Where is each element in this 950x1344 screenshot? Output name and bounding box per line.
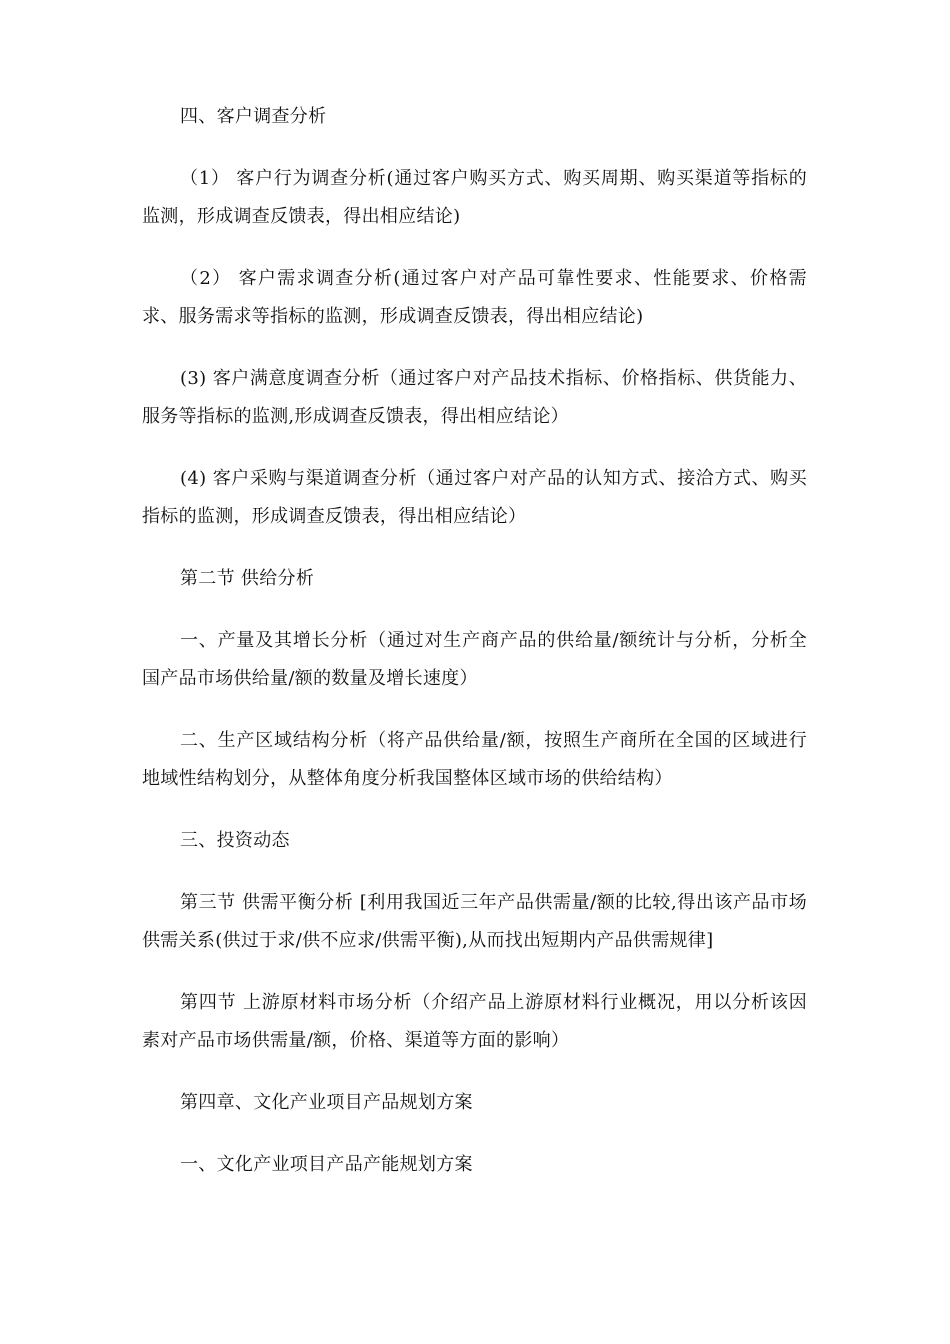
paragraph-customer-procurement: (4) 客户采购与渠道调查分析（通过客户对产品的认知方式、接洽方式、购买指标的监测，形成调查反馈表，得出相应结论） <box>142 468 807 527</box>
chapter-heading-product-plan: 第四章、文化产业项目产品规划方案 <box>180 1092 473 1113</box>
paragraph-customer-satisfaction: (3) 客户满意度调查分析（通过客户对产品技术指标、价格指标、供货能力、服务等指标的监测,形成调查反馈表，得出相应结论） <box>142 368 807 427</box>
paragraph-output-growth: 一、产量及其增长分析（通过对生产商产品的供给量/额统计与分析，分析全国产品市场供给量/额的数量及增长速度） <box>142 630 807 689</box>
paragraph-regional-structure: 二、生产区域结构分析（将产品供给量/额，按照生产商所在全国的区域进行地域性结构划分，从整体角度分析我国整体区域市场的供给结构） <box>142 730 807 789</box>
paragraph-supply-demand: 第三节 供需平衡分析 [利用我国近三年产品供需量/额的比较,得出该产品市场供需关系(供过于求/供不应求/供需平衡),从而找出短期内产品供需规律] <box>142 892 807 951</box>
section-heading-supply: 第二节 供给分析 <box>180 568 315 589</box>
paragraph-capacity-plan: 一、文化产业项目产品产能规划方案 <box>180 1154 473 1175</box>
paragraph-investment: 三、投资动态 <box>180 830 290 851</box>
paragraph-customer-demand: （2） 客户需求调查分析(通过客户对产品可靠性要求、性能要求、价格需求、服务需求等指标的监测，形成调查反馈表，得出相应结论) <box>142 268 807 327</box>
section-heading-customer-survey: 四、客户调查分析 <box>180 106 327 127</box>
paragraph-customer-behavior: （1） 客户行为调查分析(通过客户购买方式、购买周期、购买渠道等指标的监测，形成调查反馈表，得出相应结论) <box>142 168 807 227</box>
paragraph-raw-materials: 第四节 上游原材料市场分析（介绍产品上游原材料行业概况，用以分析该因素对产品市场供需量/额，价格、渠道等方面的影响） <box>142 992 807 1051</box>
